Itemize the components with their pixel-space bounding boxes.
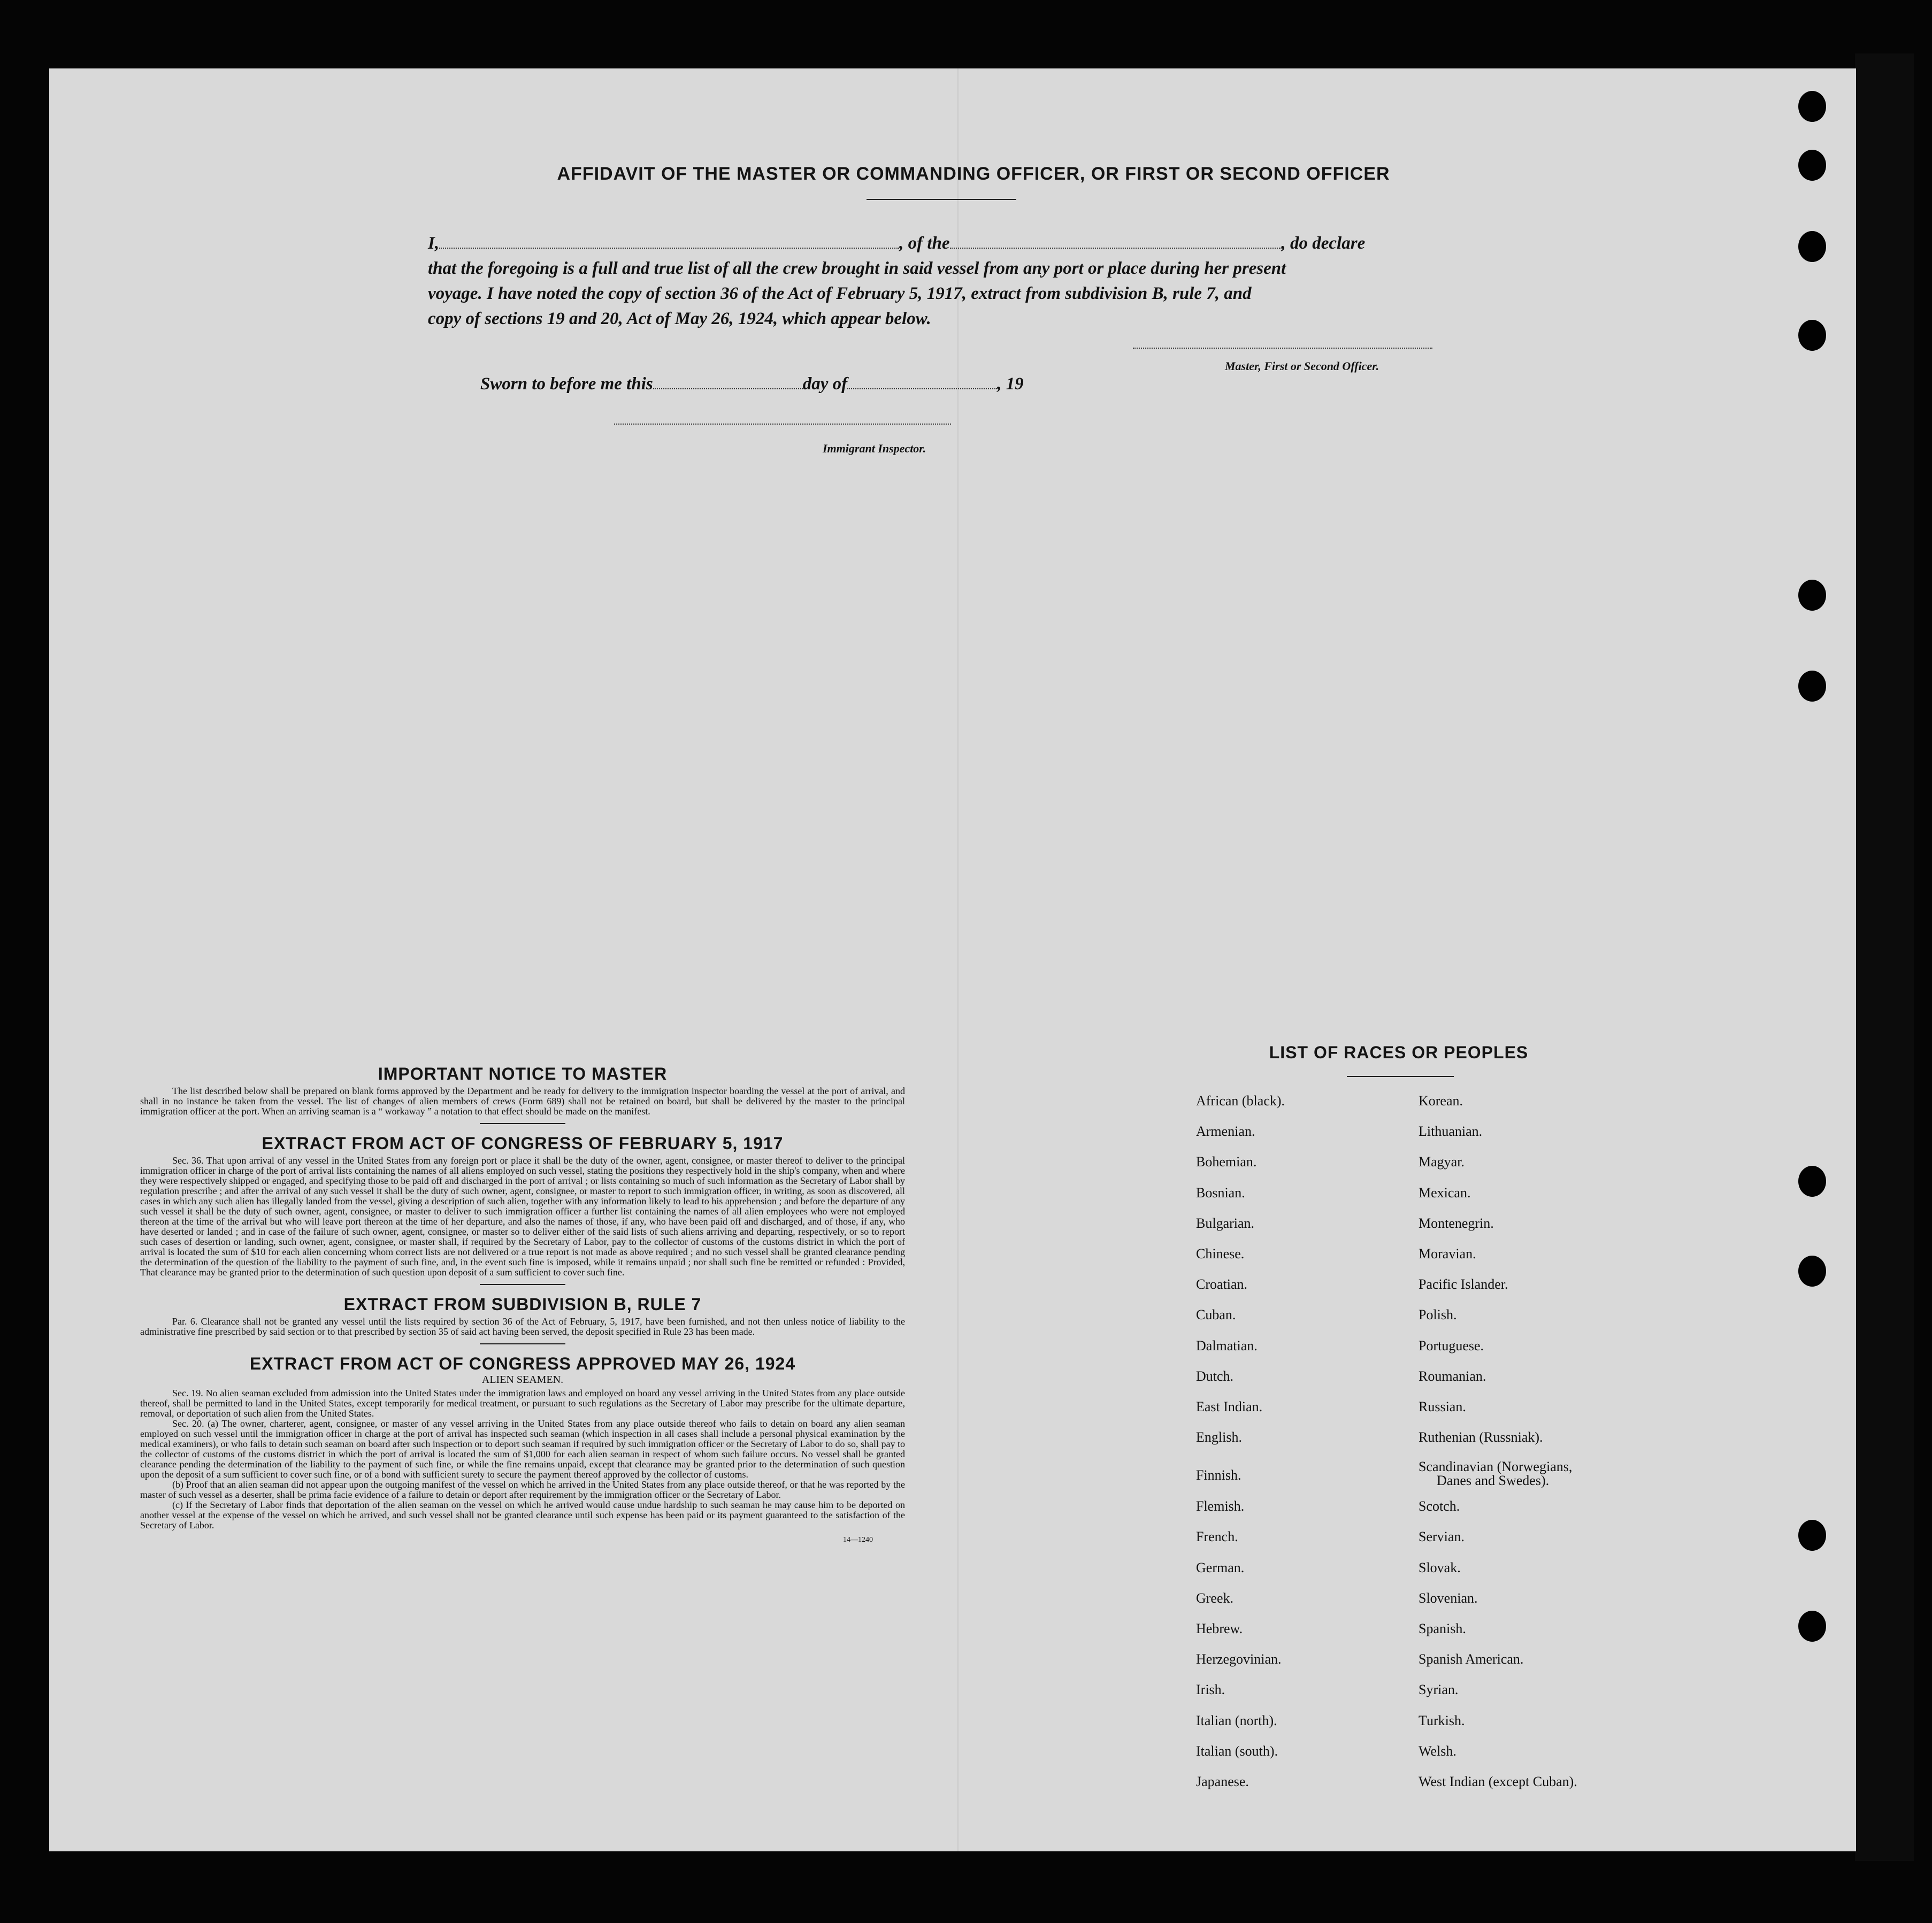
- race-item: Flemish.: [1196, 1498, 1245, 1514]
- declaration-line-4: copy of sections 19 and 20, Act of May 26, 1924, which appear below.: [428, 309, 931, 328]
- race-item: Mexican.: [1419, 1184, 1471, 1201]
- race-item: Polish.: [1419, 1307, 1457, 1323]
- race-item: Welsh.: [1419, 1743, 1456, 1759]
- punch-hole: [1798, 671, 1826, 702]
- race-item: Spanish American.: [1419, 1651, 1524, 1667]
- race-item: Finnish.: [1196, 1467, 1241, 1483]
- page-fold: [957, 68, 959, 1851]
- punch-hole: [1798, 1256, 1826, 1287]
- race-item: Montenegrin.: [1419, 1215, 1494, 1231]
- rule-7-title: EXTRACT FROM SUBDIVISION B, RULE 7: [343, 1295, 702, 1314]
- races-title: LIST OF RACES OR PEOPLES: [1269, 1043, 1529, 1062]
- notice-title: IMPORTANT NOTICE TO MASTER: [378, 1064, 668, 1083]
- race-item: Greek.: [1196, 1590, 1234, 1606]
- notices-column: [140, 1064, 905, 1544]
- act-1917-text: Sec. 36. That upon arrival of any vessel in the United States from any foreign port or place it shall be the duty of the owner, agent, consignee, or master thereof to deliver to the principal immigration officer in charge of the port of arrival lists containing the names of all aliens employed on such vessel, stating the positions they respectively hold in the ship's company, when and where they were respectively shipped or engaged, and specifying those to be paid off and discharged in the port of arrival ; or lists containing so much of such information as the Secretary of Labor shall by regulation prescribe ; and after the arrival of any such vessel it shall be the duty of such owner, agent, consignee, or master to report to such immigration officer, in writing, as soon as discovered, all cases in which any such alien has illegally landed from the vessel, giving a description of such alien, together with any information likely to lead to his apprehension ; and before the departure of any such vessel it shall be the duty of such owner, agent, consignee, or master to deliver to such immigration officer a further list containing the names of all alien employees who were not employed thereon at the time of the arrival but who will leave port thereon at the time of her departure, and also the names of those, if any, who have been paid off and discharged, and of those, if any, who have deserted or landed ; and in case of the failure of such owner, agent, consignee, or master so to deliver either of the said lists of such aliens arriving and departing, respectively, or so to report such cases of desertion or landing, such owner, agent, consignee, or master shall, if required by the Secretary of Labor, pay to the collector of customs of the customs district in which the port of arrival is located the sum of $10 for each alien concerning whom correct lists are not delivered or a true report is not made as above required ; and no such vessel shall be granted clearance pending the determination of the question of the liability to the payment of such fine, and, in the event such fine is imposed, while it remains unpaid ; nor shall such fine be remitted or refunded : Provided, That clearance may be granted prior to the determination of such question upon deposit of a sum sufficient to cover such fine.: [140, 1155, 905, 1278]
- race-item: Syrian.: [1419, 1682, 1459, 1698]
- form-number: 14—1240: [843, 1536, 873, 1544]
- race-item: German.: [1196, 1559, 1245, 1575]
- race-item: Italian (north).: [1196, 1712, 1277, 1728]
- race-item: Hebrew.: [1196, 1621, 1243, 1636]
- punch-hole: [1798, 150, 1826, 181]
- act-1924-subtitle: ALIEN SEAMEN.: [481, 1374, 564, 1386]
- declaration-line-1: [428, 231, 1444, 256]
- document-page: [49, 68, 1856, 1851]
- sworn-day-of: day of: [802, 374, 848, 394]
- act-1924-sec20b: (b) Proof that an alien seaman did not appear upon the outgoing manifest of the vessel on which he arrived in the United States from any place outside thereof, or that he was reported by the master of such vessel as a deserter, shall be prima facie evidence of a failure to detain or deport after requirement by the immigration officer or the Secretary of Labor.: [140, 1479, 905, 1500]
- declarant-name-blank[interactable]: [439, 238, 899, 249]
- declare-text: , do declare: [1281, 234, 1366, 253]
- section-rule: [480, 1284, 565, 1285]
- affidavit-title: AFFIDAVIT OF THE MASTER OR COMMANDING OFFICER, OR FIRST OR SECOND OFFICER: [557, 164, 1390, 184]
- race-item: Chinese.: [1196, 1245, 1245, 1262]
- vessel-prefix: , of the: [899, 234, 950, 253]
- act-1917-title: EXTRACT FROM ACT OF CONGRESS OF FEBRUARY 5, 1917: [262, 1134, 784, 1153]
- scanner-border: [1855, 53, 1914, 1861]
- punch-hole: [1798, 580, 1826, 611]
- punch-hole: [1798, 231, 1826, 262]
- race-item: Bulgarian.: [1196, 1215, 1255, 1231]
- race-item: Italian (south).: [1196, 1743, 1278, 1759]
- race-item: Roumanian.: [1419, 1368, 1486, 1384]
- title-rule: [867, 199, 1016, 200]
- race-item: Spanish.: [1419, 1621, 1466, 1636]
- act-1924-sec19: Sec. 19. No alien seaman excluded from admission into the United States under the immigration laws and employed on board any vessel arriving in the United States from any place outside thereof, shall be permitted to land in the United States, except temporarily for medical treatment, or pursuant to such regulations as the Secretary of Labor may prescribe for the ultimate departure, removal, or deportation of such alien from the United States.: [140, 1388, 905, 1419]
- race-item: East Indian.: [1196, 1398, 1263, 1414]
- race-item: Slovak.: [1419, 1559, 1461, 1575]
- sworn-prefix: Sworn to before me this: [480, 374, 653, 394]
- vessel-name-blank[interactable]: [950, 238, 1282, 249]
- race-item: Scandinavian (Norwegians,: [1419, 1459, 1573, 1475]
- race-item: Japanese.: [1196, 1773, 1249, 1789]
- race-item: Portuguese.: [1419, 1337, 1484, 1353]
- act-1924-title: EXTRACT FROM ACT OF CONGRESS APPROVED MAY 26, 1924: [249, 1354, 796, 1373]
- affidavit-declaration: [428, 231, 1444, 332]
- race-item: Russian.: [1419, 1398, 1466, 1414]
- race-item: Magyar.: [1419, 1154, 1465, 1170]
- sworn-year: , 19: [997, 374, 1024, 394]
- race-item: Pacific Islander.: [1419, 1276, 1508, 1293]
- races-left-column: [1196, 1093, 1285, 1804]
- race-item: Lithuanian.: [1419, 1124, 1483, 1140]
- race-item: West Indian (except Cuban).: [1419, 1773, 1577, 1789]
- race-item: Cuban.: [1196, 1307, 1236, 1323]
- sworn-month-blank[interactable]: [847, 379, 997, 389]
- punch-hole: [1798, 1520, 1826, 1551]
- section-rule: [480, 1123, 565, 1124]
- race-item: Herzegovinian.: [1196, 1651, 1282, 1667]
- race-item: Irish.: [1196, 1682, 1225, 1698]
- declaration-line-2: that the foregoing is a full and true list of all the crew brought in said vessel from any port or place during her present: [428, 259, 1286, 278]
- act-1924-sec20a: Sec. 20. (a) The owner, charterer, agent, consignee, or master of any vessel arriving in the United States from any place outside thereof who fails to detain on board any alien seaman employed on such vessel until the immigration officer in charge at the port of arrival has inspected such seaman (which inspection in all cases shall include a personal physical examination by the medical examiners), or who fails to detain such seaman on board after such inspection or to deport such seaman if required by such immigration officer or the Secretary of Labor to do so, shall pay to the collector of customs of the customs district in which the port of arrival is located the sum of $1,000 for each alien seaman in respect of whom such failure occurs. No vessel shall be granted clearance pending the determination of the liability to the payment of such fine, or while the fine remains unpaid, except that clearance may be granted prior to the determination of such question upon the deposit of a sum sufficient to cover such fine, or of a bond with sufficient surety to secure the payment thereof approved by the collector of customs.: [140, 1418, 905, 1480]
- punch-hole: [1798, 1166, 1826, 1197]
- race-item: French.: [1196, 1529, 1238, 1545]
- notice-text: The list described below shall be prepared on blank forms approved by the Department and be ready for delivery to the immigration inspector boarding the vessel at the port of arrival, and shall in no instance be taken from the vessel. The list of changes of alien members of crews (Form 689) shall not be retained on board, but shall be delivered by the master to the principal immigration officer at the port. When an arriving seaman is a “ workaway ” a notation to that effect should be made on the manifest.: [140, 1086, 905, 1117]
- race-item: Scotch.: [1419, 1498, 1460, 1514]
- rule-7-text: Par. 6. Clearance shall not be granted any vessel until the lists required by section 36 of the Act of February, 5, 1917, have been furnished, and not then unless notice of liability to the administrative fine prescribed by said section or to that prescribed by section 35 of said act having been served, the deposit specified in Rule 23 has been made.: [140, 1316, 905, 1337]
- races-rule: [1347, 1076, 1454, 1077]
- master-signature-line[interactable]: [1133, 348, 1432, 349]
- master-signature-label: Master, First or Second Officer.: [1225, 359, 1379, 373]
- section-rule: [480, 1343, 565, 1344]
- act-1924-sec20c: (c) If the Secretary of Labor finds that deportation of the alien seaman on the vessel on which he arrived would cause undue hardship to such seaman he may cause him to be deported on another vessel at the expense of the vessel on which he arrived, and such vessel shall not be granted clearance until such expense has been paid or its payment guaranteed to the satisfaction of the Secretary of Labor.: [140, 1499, 905, 1530]
- race-item: Dalmatian.: [1196, 1337, 1258, 1353]
- race-item: Ruthenian (Russniak).: [1419, 1429, 1543, 1445]
- race-item: Croatian.: [1196, 1276, 1248, 1293]
- race-item: African (black).: [1196, 1093, 1285, 1109]
- race-item: Korean.: [1419, 1093, 1463, 1109]
- race-item-continuation: Danes and Swedes).: [1437, 1473, 1550, 1489]
- sworn-line: [480, 374, 1024, 394]
- declaration-line-3: voyage. I have noted the copy of section 36 of the Act of February 5, 1917, extract from subdivision B, rule 7, and: [428, 284, 1252, 303]
- race-item-scandinavian: [1419, 1460, 1577, 1498]
- race-item: Slovenian.: [1419, 1590, 1478, 1606]
- race-item: Servian.: [1419, 1529, 1465, 1545]
- sworn-day-blank[interactable]: [653, 379, 803, 389]
- inspector-label: Immigrant Inspector.: [823, 442, 926, 455]
- race-item: English.: [1196, 1429, 1242, 1445]
- races-right-column: [1419, 1093, 1577, 1804]
- race-item: Turkish.: [1419, 1712, 1465, 1728]
- punch-hole: [1798, 91, 1826, 122]
- declarant-prefix: I,: [428, 234, 440, 253]
- race-item: Bosnian.: [1196, 1184, 1245, 1201]
- race-item: Moravian.: [1419, 1245, 1476, 1262]
- race-item: Bohemian.: [1196, 1154, 1257, 1170]
- inspector-signature-line[interactable]: [614, 424, 951, 425]
- punch-hole: [1798, 1611, 1826, 1642]
- race-item: Armenian.: [1196, 1124, 1255, 1140]
- punch-hole: [1798, 320, 1826, 351]
- race-item: Dutch.: [1196, 1368, 1234, 1384]
